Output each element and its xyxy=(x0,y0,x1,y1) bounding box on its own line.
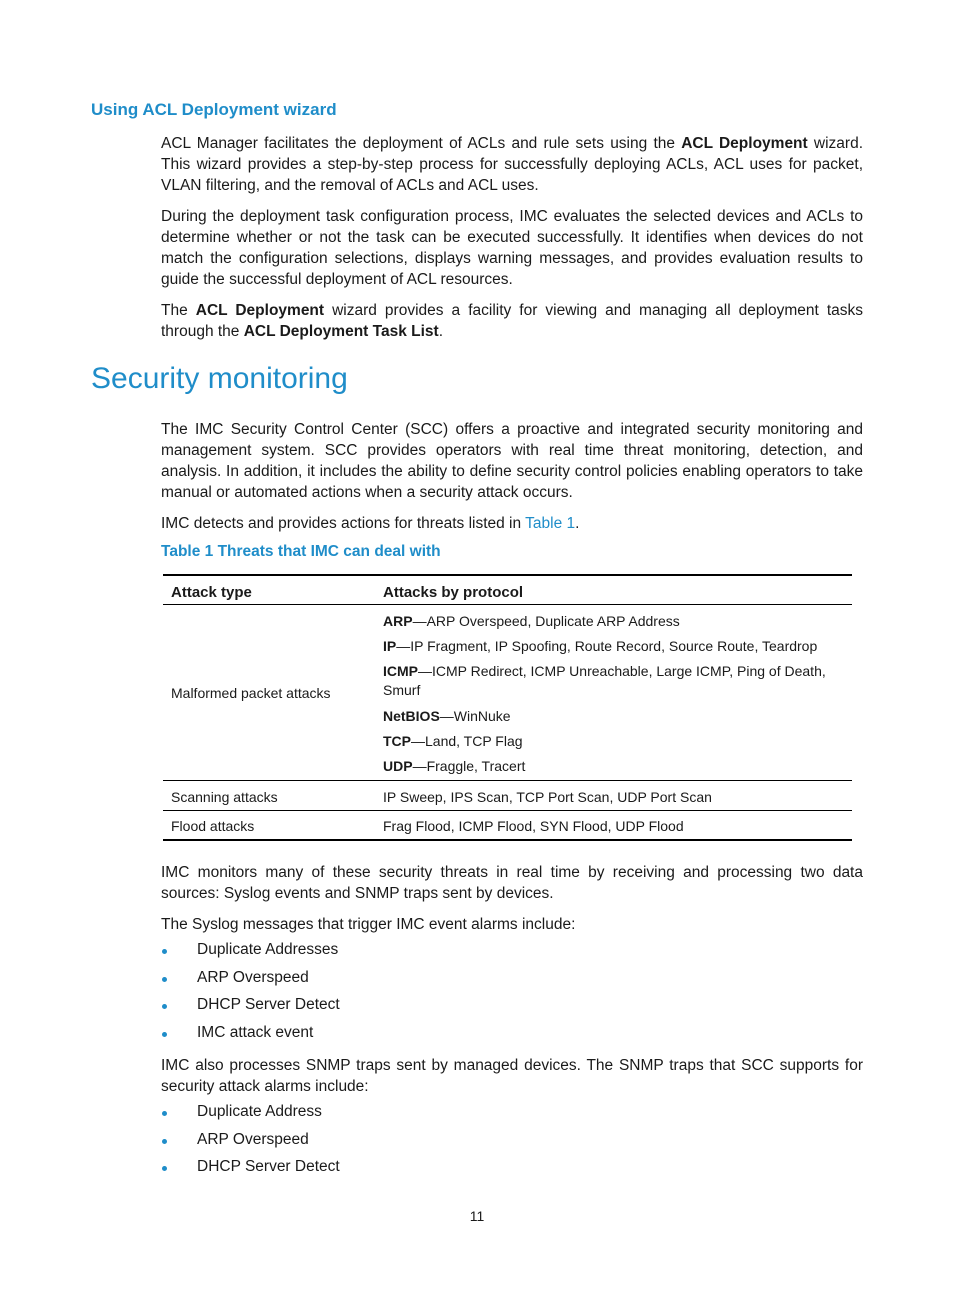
snmp-intro-paragraph: IMC also processes SNMP traps sent by managed devices. The SNMP traps that SCC supports for security attack alarms include: xyxy=(161,1057,863,1095)
protocol-item xyxy=(383,757,843,776)
data-sources-paragraph: IMC monitors many of these security threats in real time by receiving and processing two data sources: Syslog events and SNMP traps sent by devices. xyxy=(161,864,863,902)
malformed-attack-type: Malformed packet attacks xyxy=(171,685,331,701)
list-item-label: Duplicate Addresses xyxy=(197,941,339,958)
list-item xyxy=(161,996,861,1016)
scanning-attacks: IP Sweep, IPS Scan, TCP Port Scan, UDP Port Scan xyxy=(383,789,712,805)
scanning-attack-type: Scanning attacks xyxy=(171,789,278,805)
list-item-label: ARP Overspeed xyxy=(197,968,309,986)
list-item-label: DHCP Server Detect xyxy=(197,1158,340,1176)
list-item-label: DHCP Server Detect xyxy=(197,996,340,1014)
bullet-icon xyxy=(162,1004,167,1009)
list-item-label: IMC attack event xyxy=(197,1024,314,1042)
bullet-icon xyxy=(162,1139,167,1144)
section-subheading: Using ACL Deployment wizard xyxy=(91,100,337,119)
protocol-attacks: —Fraggle, Tracert xyxy=(412,758,526,774)
text-run: wizard provides a facility for viewing and managing all deployment tasks through the xyxy=(161,302,864,340)
bold-term: ACL Deployment Task List xyxy=(243,323,439,340)
protocol-attacks: —ARP Overspeed, Duplicate ARP Address xyxy=(412,613,680,629)
protocol-attacks: —Land, TCP Flag xyxy=(411,733,523,749)
protocol-name: ICMP xyxy=(383,663,418,679)
protocol-item xyxy=(383,637,843,656)
column-header-attack-type: Attack type xyxy=(171,584,252,601)
text-run: IMC detects and provides actions for threats listed in xyxy=(161,515,526,532)
protocol-item xyxy=(383,662,843,700)
list-item-label: ARP Overspeed xyxy=(197,1130,309,1148)
protocol-item xyxy=(383,612,843,631)
flood-attack-type: Flood attacks xyxy=(171,818,255,834)
text-run: . xyxy=(575,515,580,532)
acl-task-list-paragraph xyxy=(161,300,863,342)
protocol-name: ARP xyxy=(383,613,413,629)
protocol-item xyxy=(383,707,843,726)
table-header-rule xyxy=(163,604,852,605)
page-number: 11 xyxy=(469,1208,485,1224)
protocol-attacks: —IP Fragment, IP Spoofing, Route Record, Source Route, Teardrop xyxy=(396,638,818,654)
bullet-icon xyxy=(162,1032,167,1037)
bullet-icon xyxy=(162,949,167,954)
list-item xyxy=(161,1024,861,1044)
threats-intro-paragraph xyxy=(161,513,863,534)
list-item-label: Duplicate Address xyxy=(197,1103,322,1120)
table-bottom-rule xyxy=(163,839,852,841)
list-item xyxy=(161,1103,861,1123)
scc-intro-paragraph: The IMC Security Control Center (SCC) offers a proactive and integrated security monitoring and management system. SCC provides operators with real time threat monitoring, detection, and analysis. In addition, it includes the ability to define security control policies enabling operators to take manual or automated actions when a security attack occurs. xyxy=(161,421,863,501)
text-run: ACL Manager facilitates the deployment of ACLs and rule sets using the xyxy=(161,135,682,152)
threats-table xyxy=(163,574,852,842)
table-row-rule xyxy=(163,810,852,811)
flood-attacks: Frag Flood, ICMP Flood, SYN Flood, UDP Flood xyxy=(383,818,684,834)
acl-intro-paragraph xyxy=(161,133,863,196)
protocol-item xyxy=(383,732,843,751)
table-row-rule xyxy=(163,780,852,781)
list-item xyxy=(161,1158,861,1178)
protocol-name: TCP xyxy=(383,733,411,749)
protocol-attacks: —WinNuke xyxy=(439,708,511,724)
text-run: The xyxy=(161,302,196,319)
column-header-attacks-by-protocol: Attacks by protocol xyxy=(383,584,524,601)
list-item xyxy=(161,969,861,989)
syslog-intro-paragraph: The Syslog messages that trigger IMC event alarms include: xyxy=(161,916,576,933)
protocol-name: NetBIOS xyxy=(383,708,440,724)
page-title: Security monitoring xyxy=(91,362,348,395)
bold-term: ACL Deployment xyxy=(195,302,325,319)
bullet-icon xyxy=(162,1111,167,1116)
list-item xyxy=(161,941,861,961)
table-caption: Table 1 Threats that IMC can deal with xyxy=(161,543,441,560)
table-link[interactable]: Table 1 xyxy=(525,515,576,532)
protocol-attacks: —ICMP Redirect, ICMP Unreachable, Large ICMP, Ping of Death, Smurf xyxy=(383,663,826,698)
protocol-name: UDP xyxy=(383,758,413,774)
text-run: . xyxy=(438,323,443,340)
bold-term: ACL Deployment xyxy=(681,135,808,152)
acl-evaluation-paragraph: During the deployment task configuration process, IMC evaluates the selected devices and ACLs to determine whether or not the task can be executed successfully. It identifies when devices do not match the configuration selections, displays warning messages, and provides evaluation results to guide the successful deployment of ACL resources. xyxy=(161,208,863,288)
table-top-rule xyxy=(163,574,852,576)
bullet-icon xyxy=(162,977,167,982)
protocol-name: IP xyxy=(383,638,397,654)
bullet-icon xyxy=(162,1166,167,1171)
text-run: wizard. This wizard provides a step-by-step process for successfully deploying ACLs, ACL uses for packet, VLAN filtering, and the removal of ACLs and ACL uses. xyxy=(161,135,864,194)
list-item xyxy=(161,1131,861,1151)
